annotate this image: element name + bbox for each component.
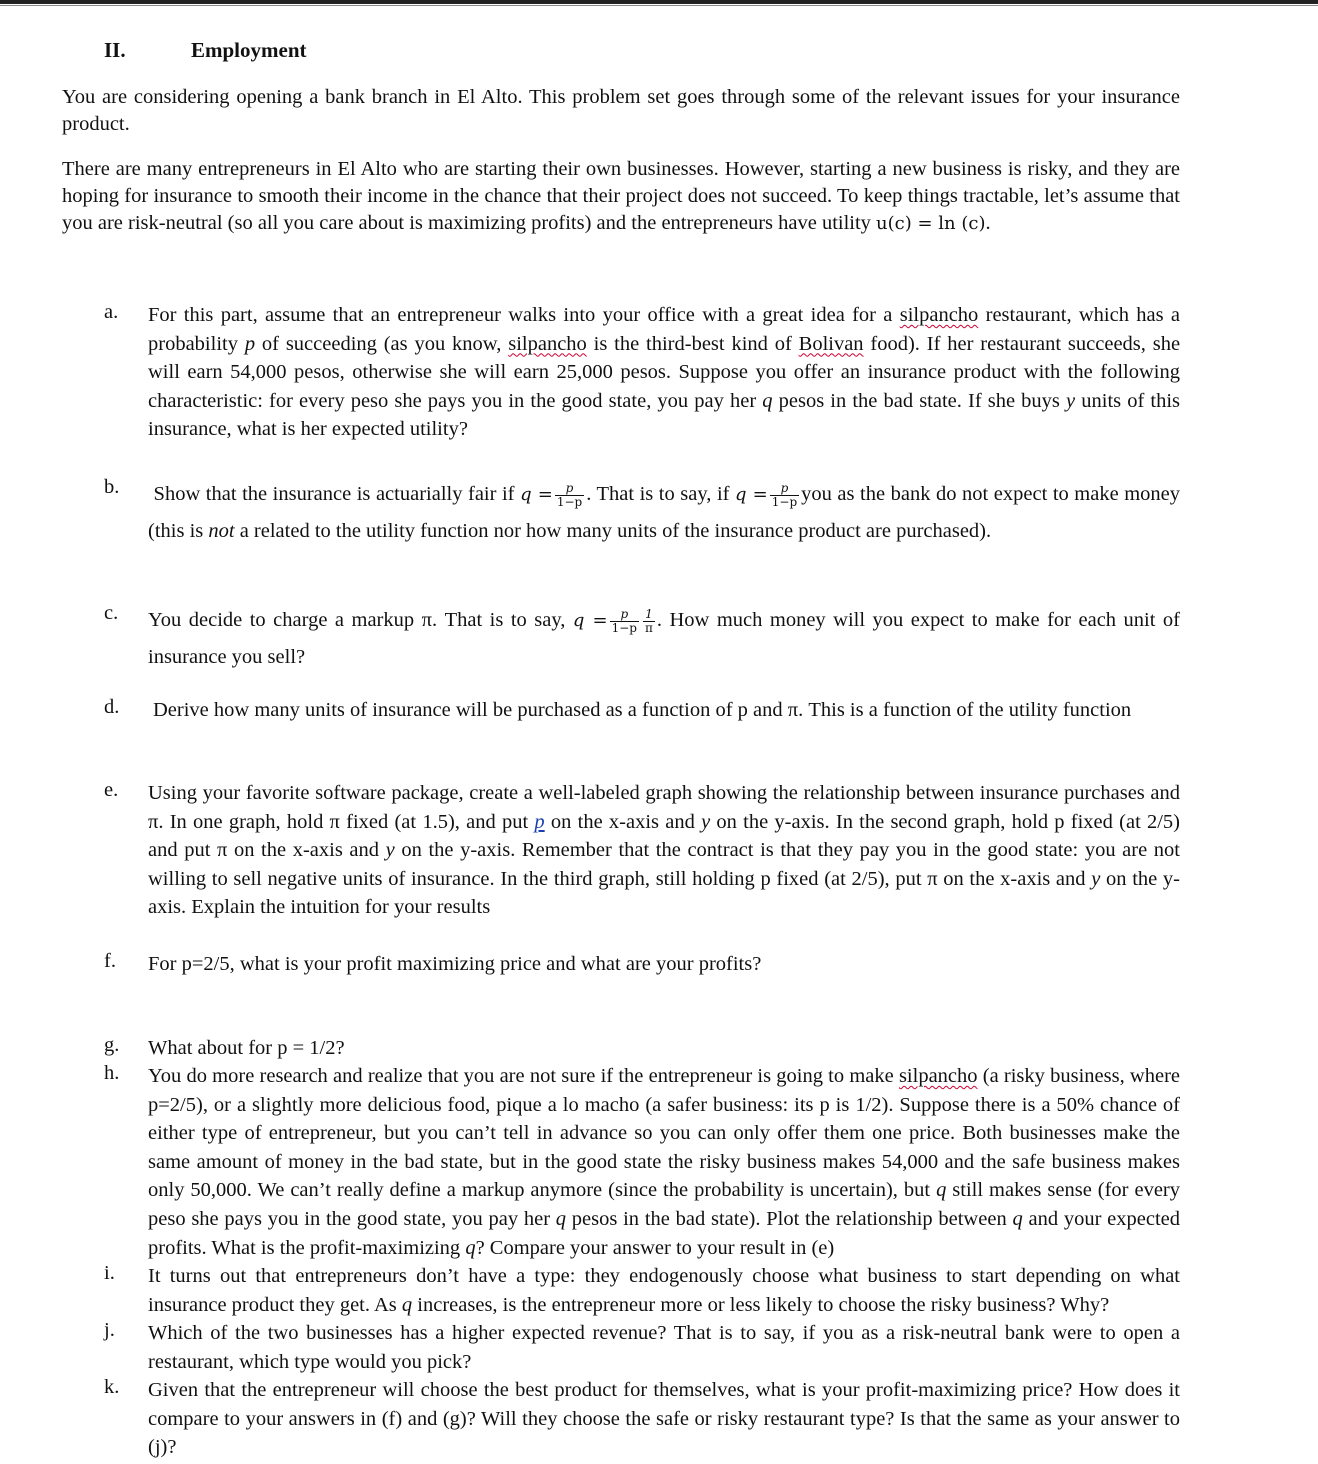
markup-fraction-2: $\frac{1}{\pi}$ (644, 606, 653, 635)
question-label: k. (104, 1376, 120, 1398)
question-text: For this part, assume that an entrepreneur walks into your office with a great idea for a silpancho restaurant, which has a probability p of succeeding (as you know, silpancho is the third-best kind of Bolivan food). If her restaurant succeeds, she will earn 54,000 pesos, otherwise she will earn 25,000 pesos. Suppose you offer an insurance product with the following characteristic: for every peso she pays you in the good state, you pay her q pesos in the bad state. If she buys y units of this insurance, what is her expected utility? (148, 304, 1181, 441)
question-label: b. (104, 476, 120, 498)
markup-fraction-1: $\frac{p}{1-p}$ (611, 606, 637, 635)
fair-fraction-2: $\frac{p}{1-p}$ (771, 480, 798, 509)
question-label: d. (104, 696, 120, 718)
section-numeral: II. (104, 38, 126, 62)
question-label: g. (104, 1034, 120, 1056)
question-label: e. (104, 779, 119, 801)
question-text: You do more research and realize that you are not sure if the entrepreneur is going to make silpancho (a risky business, where p=2/5), or a slightly more delicious food, pique a lo macho (a safer business: its p is 1/2). Suppose there is a 50% chance of either type of entrepreneur, but you can’t tell in advance so you can only offer them one price. Both businesses make the same amount of money in the bad state, but in the good state the risky business makes 54,000 and the safe business makes only 50,000. We can’t really define a markup anymore (since the probability is uncertain), but q still makes sense (for every peso she pays you in the good state, you pay her q pesos in the bad state). Plot the relationship between q and your expected profits. What is the profit-maximizing q? Compare your answer to your result in (e) (148, 1065, 1181, 1259)
question-text: For p=2/5, what is your profit maximizing price and what are your profits? (148, 953, 762, 975)
question-text: It turns out that entrepreneurs don’t have a type: they endogenously choose what business to start depending on what insurance product they get. As q increases, is the entrepreneur more or less likely to choose the risky business? Why? (148, 1265, 1180, 1316)
question-label: a. (104, 301, 119, 323)
fair-fraction: $\frac{p}{1-p}$ (556, 480, 583, 509)
top-border-shadow (0, 5, 1318, 6)
question-text: Using your favorite software package, create a well-labeled graph showing the relationship between insurance purchases and π. In one graph, hold π fixed (at 1.5), and put p on the x-axis and y on the y-axis. In the second graph, hold p fixed (at 2/5) and put π on the x-axis and y on the y-axis. Remember that the contract is that they pay you in the good state: you are not willing to sell negative units of insurance. In the third graph, still holding p fixed (at 2/5), put π on the x-axis and y on the y-axis. Explain the intuition for your results (148, 782, 1181, 919)
question-text: Derive how many units of insurance will be purchased as a function of p and π. This is a function of the utility function (153, 699, 1132, 721)
question-text: Given that the entrepreneur will choose the best product for themselves, what is your profit-maximizing price? How does it compare to your answers in (f) and (g)? Will they choose the safe or risky restaurant type? Is that the same as your answer to (j)? (148, 1379, 1180, 1459)
question-text: Which of the two businesses has a higher expected revenue? That is to say, if you as a risk-neutral bank were to open a restaurant, which type would you pick? (148, 1322, 1180, 1373)
question-text: Show that the insurance is actuarially fair if q = $\frac{p}{1-p}$ . That is to say, if q = $\frac{p}{1-p}$ you as the bank do not expect to make money (this is not a related to the utility function nor how many units of the insurance product are purchased). (148, 480, 1181, 542)
intro-paragraph-1: You are considering opening a bank branch in El Alto. This problem set goes through some of the relevant issues for your insurance product. (62, 86, 1180, 135)
question-text: You decide to charge a markup π. That is to say, q = $\frac{p}{1-p}$ $\frac{1}{\pi}$ . How much money will you expect to make for each unit of insurance you sell? (148, 606, 1181, 668)
question-label: f. (104, 950, 116, 972)
question-label: c. (104, 602, 119, 624)
question-label: j. (104, 1319, 115, 1341)
question-label: h. (104, 1062, 120, 1084)
section-title: Employment (191, 38, 307, 62)
utility-formula: u(c) = ln (c) (876, 213, 986, 234)
question-text: What about for p = 1/2? (148, 1037, 345, 1059)
top-border (0, 0, 1318, 4)
intro-paragraph-2: There are many entrepreneurs in El Alto who are starting their own businesses. However, starting a new business is risky, and they are hoping for insurance to smooth their income in the chance that their project does not succeed. To keep things tractable, let’s assume that you are risk-neutral (so all you care about is maximizing profits) and the entrepreneurs have utility u(c) = ln (c). (62, 158, 1180, 234)
question-label: i. (104, 1262, 115, 1284)
